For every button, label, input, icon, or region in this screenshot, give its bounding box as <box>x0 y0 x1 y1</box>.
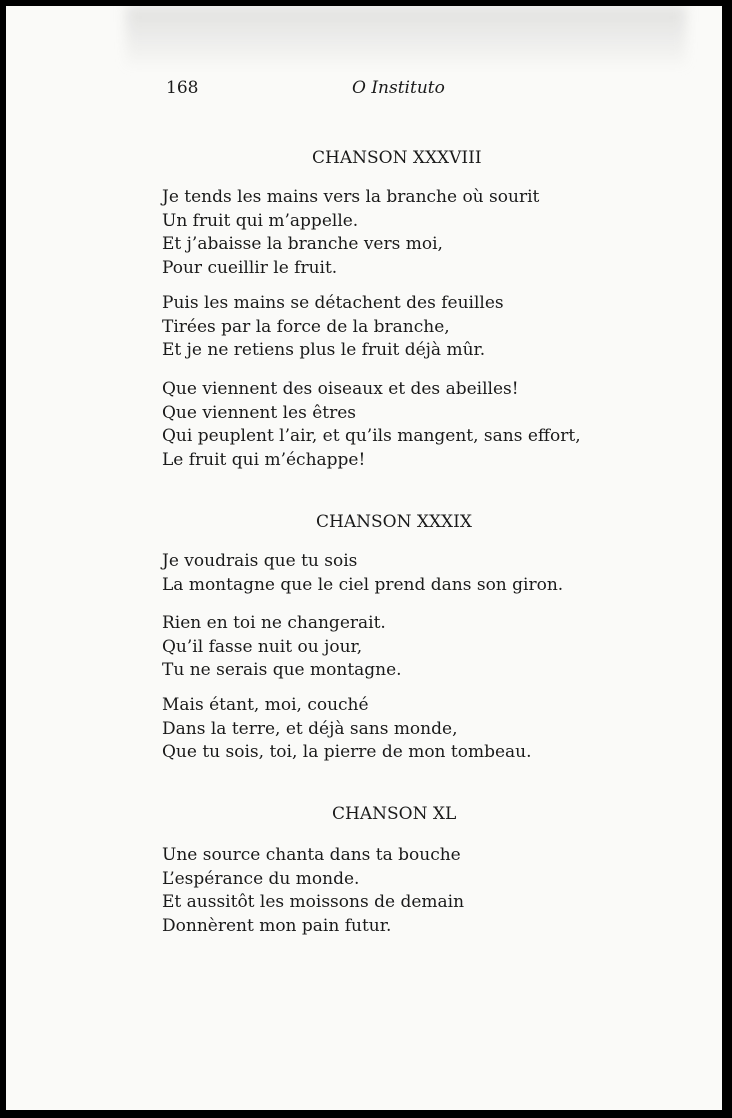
verse-line: Que tu sois, toi, la pierre de mon tombeau. <box>162 742 532 762</box>
stanza <box>162 612 402 683</box>
verse-line: Dans la terre, et déjà sans monde, <box>162 718 458 739</box>
verse-line: Puis les mains se détachent des feuilles <box>162 293 504 313</box>
stanza <box>162 694 532 765</box>
verse-line: Pour cueillir le fruit. <box>162 257 338 278</box>
book-page <box>6 6 722 1110</box>
verse-line: Tu ne serais que montagne. <box>162 660 402 680</box>
verse-line: Et aussitôt les moissons de demain <box>162 892 465 912</box>
stanza <box>162 292 504 363</box>
verse-line: L’espérance du monde. <box>162 868 360 889</box>
verse-line: Tirées par la force de la branche, <box>162 316 450 337</box>
verse-line: Et je ne retiens plus le fruit déjà mûr. <box>162 340 486 360</box>
verse-line: Qu’il fasse nuit ou jour, <box>162 636 363 657</box>
verse-line: Le fruit qui m’échappe! <box>162 449 366 470</box>
verse-line: Rien en toi ne changerait. <box>162 613 386 633</box>
verse-line: La montagne que le ciel prend dans son giron. <box>162 574 564 595</box>
verse-line: Que viennent les êtres <box>162 402 357 423</box>
poem-title: CHANSON XL <box>332 804 457 824</box>
verse-line: Qui peuplent l’air, et qu’ils mangent, sans effort, <box>162 426 581 446</box>
stanza <box>162 186 539 280</box>
verse-line: Une source chanta dans ta bouche <box>162 845 461 865</box>
stanza <box>162 550 563 597</box>
verse-line: Mais étant, moi, couché <box>162 695 369 715</box>
running-title: O Instituto <box>352 78 445 98</box>
stanza <box>162 844 464 938</box>
poem-title: CHANSON XXXIX <box>316 512 472 532</box>
poem-title: CHANSON XXXVIII <box>312 148 482 168</box>
verse-line: Que viennent des oiseaux et des abeilles! <box>162 379 519 399</box>
scan-smudge <box>126 6 686 66</box>
verse-line: Donnèrent mon pain futur. <box>162 915 392 936</box>
verse-line: Je voudrais que tu sois <box>162 551 358 571</box>
verse-line: Un fruit qui m’appelle. <box>162 210 359 231</box>
verse-line: Et j’abaisse la branche vers moi, <box>162 234 443 254</box>
page-number: 168 <box>166 78 199 98</box>
stanza <box>162 378 581 472</box>
verse-line: Je tends les mains vers la branche où sourit <box>162 187 540 207</box>
